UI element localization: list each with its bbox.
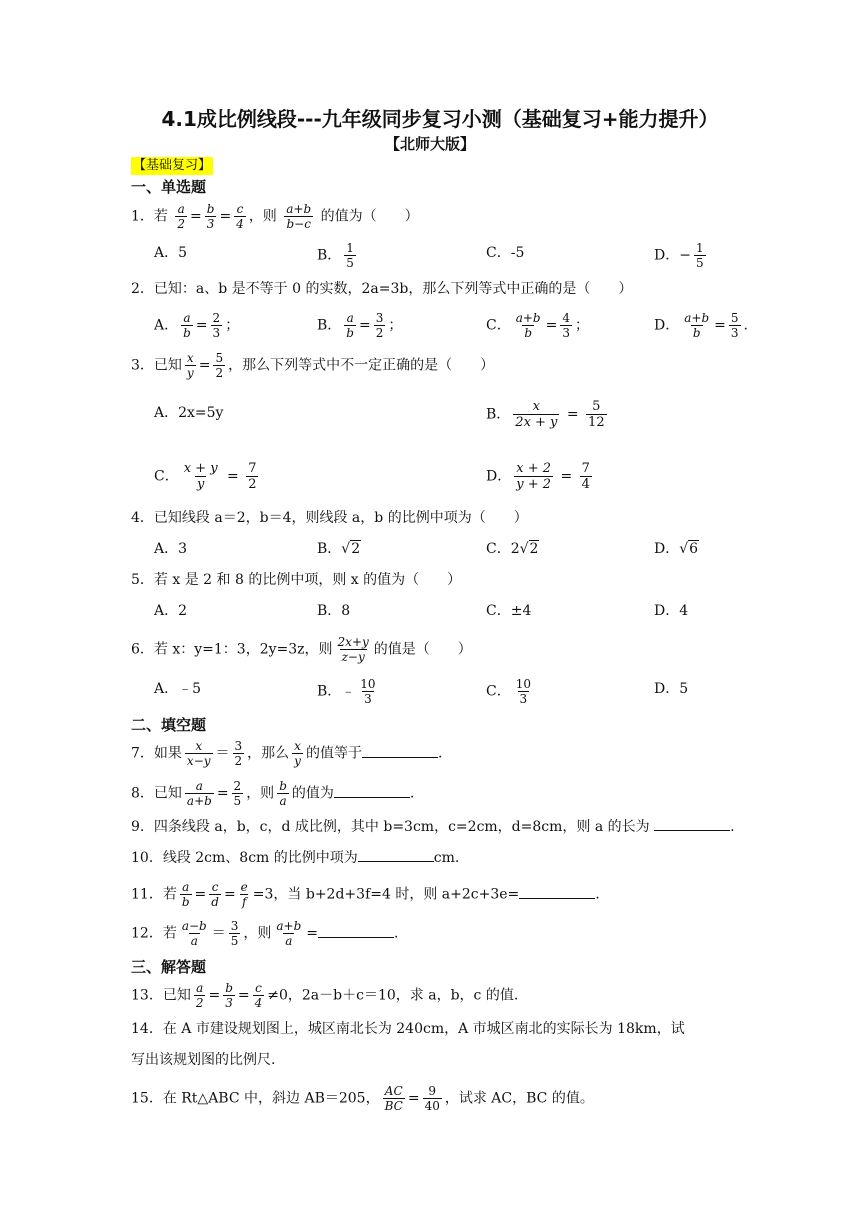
- q4-option-c: C．2√2: [486, 541, 539, 557]
- q2-option-c: C． $\frac{a+b}{b}$ = $\frac{4}{3}$ ；: [486, 311, 589, 340]
- q4-option-a: A．3: [154, 541, 188, 557]
- q2-option-d: D． $\frac{a+b}{b}$ = $\frac{5}{3}$ .: [654, 311, 748, 340]
- q5-option-b: B．8: [317, 603, 351, 619]
- question-2: 2．已知：a、b 是不等于 0 的实数，2a=3b，那么下列等式中正确的是（ ）: [131, 281, 633, 297]
- q4-option-d: D．√6: [654, 541, 699, 557]
- question-3: 3．已知 $\frac{x}{y}$ = $\frac{5}{2}$ ，那么下列等式中不一定正确的是（ ）: [131, 351, 495, 380]
- q2-option-b: B． $\frac{a}{b}$ = $\frac{3}{2}$ ；: [317, 311, 403, 340]
- q1-option-b: B． $\frac{1}{5}$: [317, 241, 354, 270]
- question-10: 10．线段 2cm、8cm 的比例中项为 cm.: [131, 847, 459, 869]
- q11-answer-blank[interactable]: [519, 884, 595, 899]
- section-tag-basic-review: 【基础复习】: [133, 158, 212, 173]
- question-14-line-2: 写出该规划图的比例尺.: [131, 1052, 276, 1068]
- document-title: 4.1成比例线段---九年级同步复习小测（基础复习+能力提升）: [161, 107, 719, 131]
- q3-option-c: C． $\frac{x + y}{y}$ = $\frac{7}{2}$: [154, 461, 257, 492]
- question-7: 7．如果 $\frac{x}{x-y}$ ＝ $\frac{3}{2}$ ，那么 $\frac{x}{y}$ 的值等于 .: [131, 739, 443, 768]
- q6-option-b: B．﹣ $\frac{10}{3}$: [317, 677, 376, 706]
- question-14-line-1: 14．在 A 市建设规划图上，城区南北长为 240cm，A 市城区南北的实际长为 18km，试: [131, 1021, 685, 1037]
- q3-option-b: B． $\frac{x}{2x + y}$ = $\frac{5}{12}$: [486, 399, 605, 430]
- q9-answer-blank[interactable]: [654, 816, 730, 831]
- question-5: 5．若 x 是 2 和 8 的比例中项，则 x 的值为（ ）: [131, 572, 462, 588]
- q4-option-b: B．√2: [317, 541, 361, 557]
- question-12: 12．若 $\frac{a-b}{a}$ ＝ $\frac{3}{5}$ ，则 $\frac{a+b}{a}$ = .: [131, 919, 399, 948]
- section-heading-single-choice: 一、单选题: [131, 178, 207, 196]
- q1-option-a: A．5: [154, 245, 188, 261]
- q6-option-d: D．5: [654, 681, 689, 697]
- q5-option-a: A．2: [154, 603, 188, 619]
- q5-option-d: D．4: [654, 603, 689, 619]
- section-heading-answer: 三、解答题: [131, 958, 207, 976]
- question-1: 1．若 $\frac{a}{2}$ = $\frac{b}{3}$ = $\frac{c}{4}$ ，则 $\frac{a+b}{b-c}$ 的值为（ ）: [131, 202, 419, 231]
- question-8: 8．已知 $\frac{a}{a+b}$ = $\frac{2}{5}$ ，则 $\frac{b}{a}$ 的值为 .: [131, 779, 415, 808]
- q8-answer-blank[interactable]: [334, 783, 410, 798]
- q7-answer-blank[interactable]: [362, 743, 438, 758]
- q6-option-c: C． $\frac{10}{3}$: [486, 677, 531, 706]
- question-13: 13．已知 $\frac{a}{2}$ = $\frac{b}{3}$ = $\frac{c}{4}$ ≠0，2a－b＋c＝10，求 a，b，c 的值.: [131, 981, 519, 1010]
- question-6: 6．若 x：y=1：3，2y=3z，则 $\frac{2x+y}{z-y}$ 的值是（ ）: [131, 635, 472, 664]
- q2-option-a: A． $\frac{a}{b}$ = $\frac{2}{3}$ ；: [154, 311, 240, 340]
- document-subtitle: 【北师大版】: [384, 135, 475, 153]
- q10-answer-blank[interactable]: [358, 847, 434, 862]
- question-15: 15．在 Rt△ABC 中，斜边 AB＝205， $\frac{AC}{BC}$ = $\frac{9}{40}$ ，试求 AC，BC 的值。: [131, 1084, 594, 1113]
- question-4: 4．已知线段 a＝2，b＝4，则线段 a，b 的比例中项为（ ）: [131, 510, 528, 526]
- q12-answer-blank[interactable]: [318, 923, 394, 938]
- q1-option-d: D．− $\frac{1}{5}$: [654, 241, 704, 270]
- q5-option-c: C．±4: [486, 603, 532, 619]
- question-9: 9．四条线段 a，b，c，d 成比例，其中 b=3cm，c=2cm，d=8cm，则 a 的长为 .: [131, 816, 735, 838]
- section-heading-fill-blank: 二、填空题: [131, 716, 207, 734]
- q1-option-c: C．-5: [486, 245, 525, 261]
- question-11: 11．若 $\frac{a}{b}$ = $\frac{c}{d}$ = $\frac{e}{f}$ =3，当 b+2d+3f=4 时，则 a+2c+3e= .: [131, 880, 600, 909]
- q3-option-d: D． $\frac{x + 2}{y + 2}$ = $\frac{7}{4}$: [486, 461, 590, 492]
- q6-option-a: A．﹣5: [154, 681, 202, 697]
- q3-option-a: A．2x=5y: [154, 405, 224, 421]
